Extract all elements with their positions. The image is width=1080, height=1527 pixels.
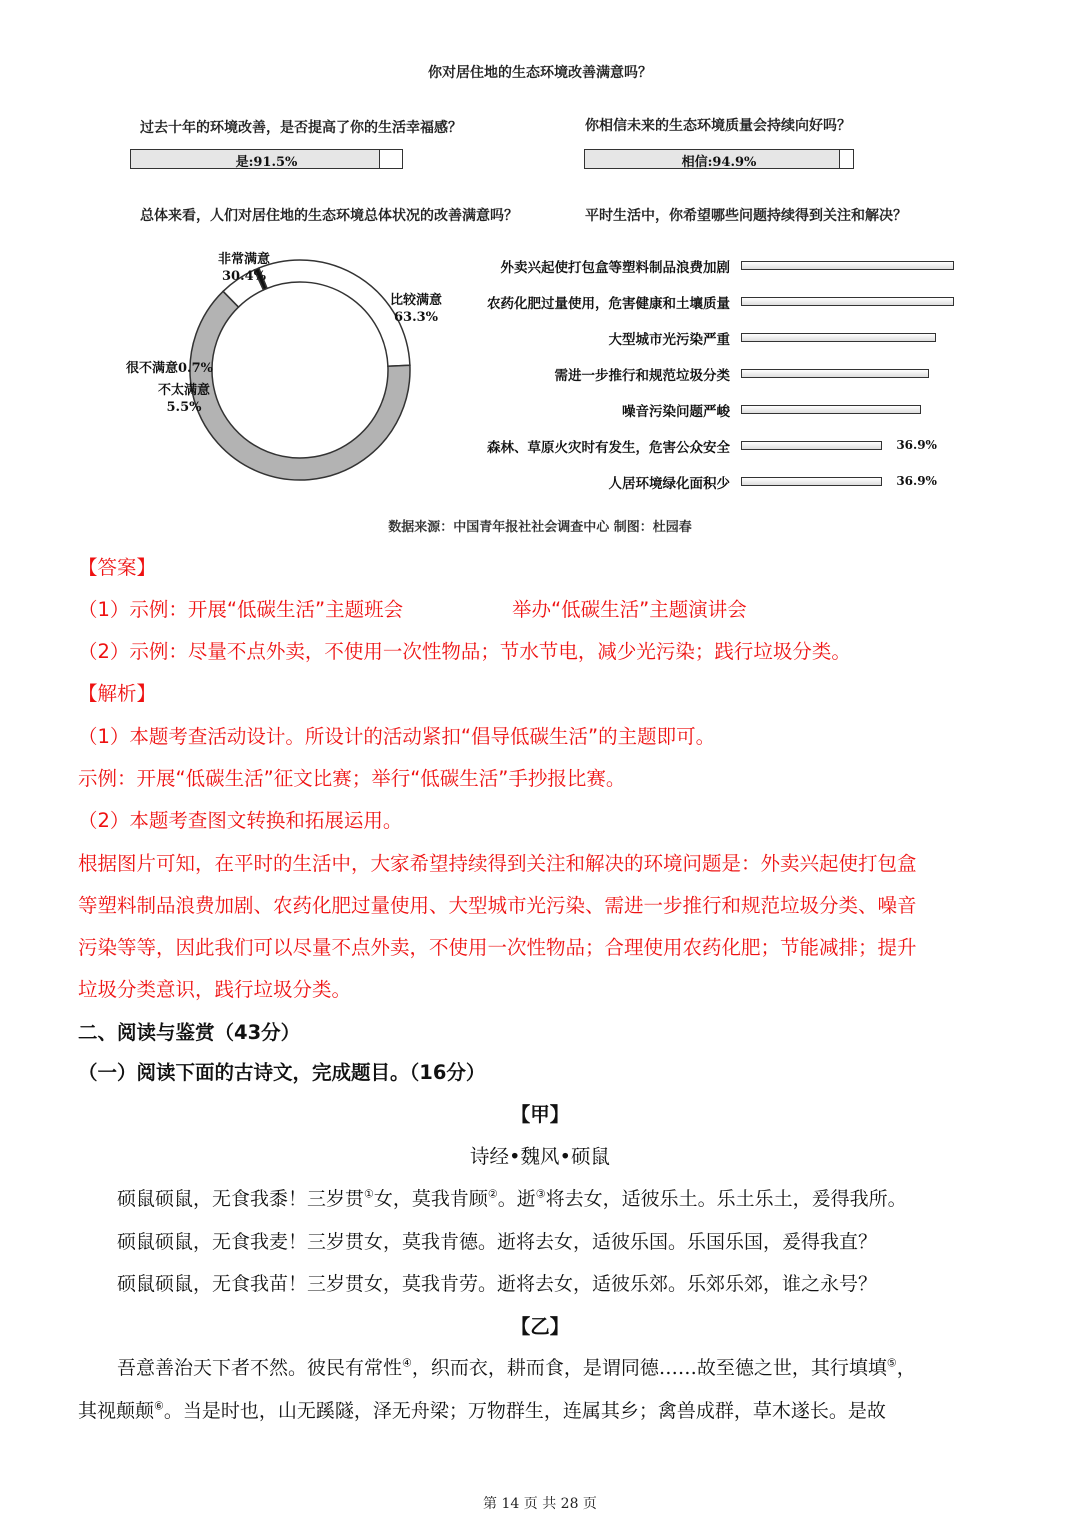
analysis-p3: （2）本题考查图文转换和拓展运用。 <box>78 809 403 832</box>
donut-label-fairly-satisfied: 比较满意 63.3% <box>390 293 443 325</box>
analysis-p4-line-1: 根据图片可知，在平时的生活中，大家希望持续得到关注和解决的环境问题是：外卖兴起使打包盒 <box>78 852 917 875</box>
answer-line-1a: （1）示例：开展“低碳生活”主题班会 <box>78 598 404 621</box>
concern-bar <box>741 369 929 378</box>
concern-bar <box>741 477 882 486</box>
happiness-bar <box>130 149 403 169</box>
analysis-heading: 【解析】 <box>78 682 157 705</box>
poem-title: 诗经•魏风•硕鼠 <box>469 1145 610 1168</box>
future-bar-label: 相信:94.9% <box>681 155 757 170</box>
donut-label-very-satisfied: 非常满意 30.4% <box>218 252 271 284</box>
question-happiness: 过去十年的环境改善，是否提高了你的生活幸福感？ <box>140 120 462 136</box>
concern-bar-value: 36.9% <box>896 438 937 452</box>
analysis-p1: （1）本题考查活动设计。所设计的活动紧扣“倡导低碳生活”的主题即可。 <box>78 725 716 748</box>
answer-heading: 【答案】 <box>78 556 157 579</box>
question-satisfaction: 总体来看，人们对居住地的生态环境总体状况的改善满意吗？ <box>140 208 518 224</box>
concern-bar-label: 噪音污染问题严峻 <box>622 404 730 420</box>
analysis-p4-line-3: 污染等等，因此我们可以尽量不点外卖，不使用一次性物品；合理使用农药化肥；节能减排；提升 <box>78 936 917 959</box>
analysis-p4-line-2: 等塑料制品浪费加剧、农药化肥过量使用、大型城市光污染、需进一步推行和规范垃圾分类、噪音 <box>78 894 917 917</box>
prose-line-1: 吾意善治天下者不然。彼民有常性④，织而衣，耕而食，是谓同德……故至德之世，其行填填⑤， <box>117 1356 916 1379</box>
passage-yi-label: 【乙】 <box>510 1315 570 1338</box>
concern-bar <box>741 333 936 342</box>
concern-bar <box>741 261 954 270</box>
future-bar <box>584 149 854 169</box>
poem-line-2: 硕鼠硕鼠，无食我麦！三岁贯女，莫我肯德。逝将去女，适彼乐国。乐国乐国，爰得我直？ <box>117 1231 878 1253</box>
poem-line-3: 硕鼠硕鼠，无食我苗！三岁贯女，莫我肯劳。逝将去女，适彼乐郊。乐郊乐郊，谁之永号？ <box>117 1273 878 1295</box>
concern-bar <box>741 441 882 450</box>
analysis-p2: 示例：开展“低碳生活”征文比赛；举行“低碳生活”手抄报比赛。 <box>78 767 626 790</box>
donut-label-not-satisfied: 不太满意 5.5% <box>158 383 211 415</box>
section-subtitle: （一）阅读下面的古诗文，完成题目。（16分） <box>78 1061 486 1084</box>
answer-line-2: （2）示例：尽量不点外卖，不使用一次性物品；节水节电，减少光污染；践行垃圾分类。 <box>78 640 851 663</box>
section-title: 二、阅读与鉴赏（43分） <box>78 1021 301 1044</box>
concern-bar-value: 36.9% <box>896 474 937 488</box>
survey-title: 你对居住地的生态环境改善满意吗？ <box>428 65 652 81</box>
analysis-p4-line-4: 垃圾分类意识，践行垃圾分类。 <box>78 978 352 1001</box>
page-footer: 第 14 页 共 28 页 <box>483 1496 597 1512</box>
data-source: 数据来源：中国青年报社社会调查中心 制图：杜园春 <box>388 520 692 535</box>
poem-line-1: 硕鼠硕鼠，无食我黍！三岁贯①女，莫我肯顾②。逝③将去女，适彼乐土。乐土乐土，爰得我所。 <box>117 1187 907 1210</box>
concern-bar-label: 人居环境绿化面积少 <box>608 476 730 492</box>
question-concerns: 平时生活中，你希望哪些问题持续得到关注和解决？ <box>585 208 907 224</box>
answer-line-1b: 举办“低碳生活”主题演讲会 <box>512 598 747 621</box>
happiness-bar-label: 是:91.5% <box>235 155 298 170</box>
concern-bar-label: 农药化肥过量使用，危害健康和土壤质量 <box>487 296 730 312</box>
prose-line-2: 其视颠颠⑥。当是时也，山无蹊隧，泽无舟梁；万物群生，连属其乡；禽兽成群，草木遂长。是故 <box>78 1399 886 1422</box>
donut-slice-very-satisfied <box>259 260 410 366</box>
question-future: 你相信未来的生态环境质量会持续向好吗？ <box>585 118 851 134</box>
concern-bar-label: 外卖兴起使打包盒等塑料制品浪费加剧 <box>500 260 730 276</box>
concern-bar-label: 大型城市光污染严重 <box>608 332 730 348</box>
concern-bar <box>741 405 921 414</box>
donut-label-very-unsatisfied: 很不满意0.7% <box>126 361 213 376</box>
passage-jia-label: 【甲】 <box>510 1103 570 1126</box>
concern-bar-label: 森林、草原火灾时有发生，危害公众安全 <box>487 440 730 456</box>
concern-bar-label: 需进一步推行和规范垃圾分类 <box>554 368 730 384</box>
concern-bar <box>741 297 954 306</box>
